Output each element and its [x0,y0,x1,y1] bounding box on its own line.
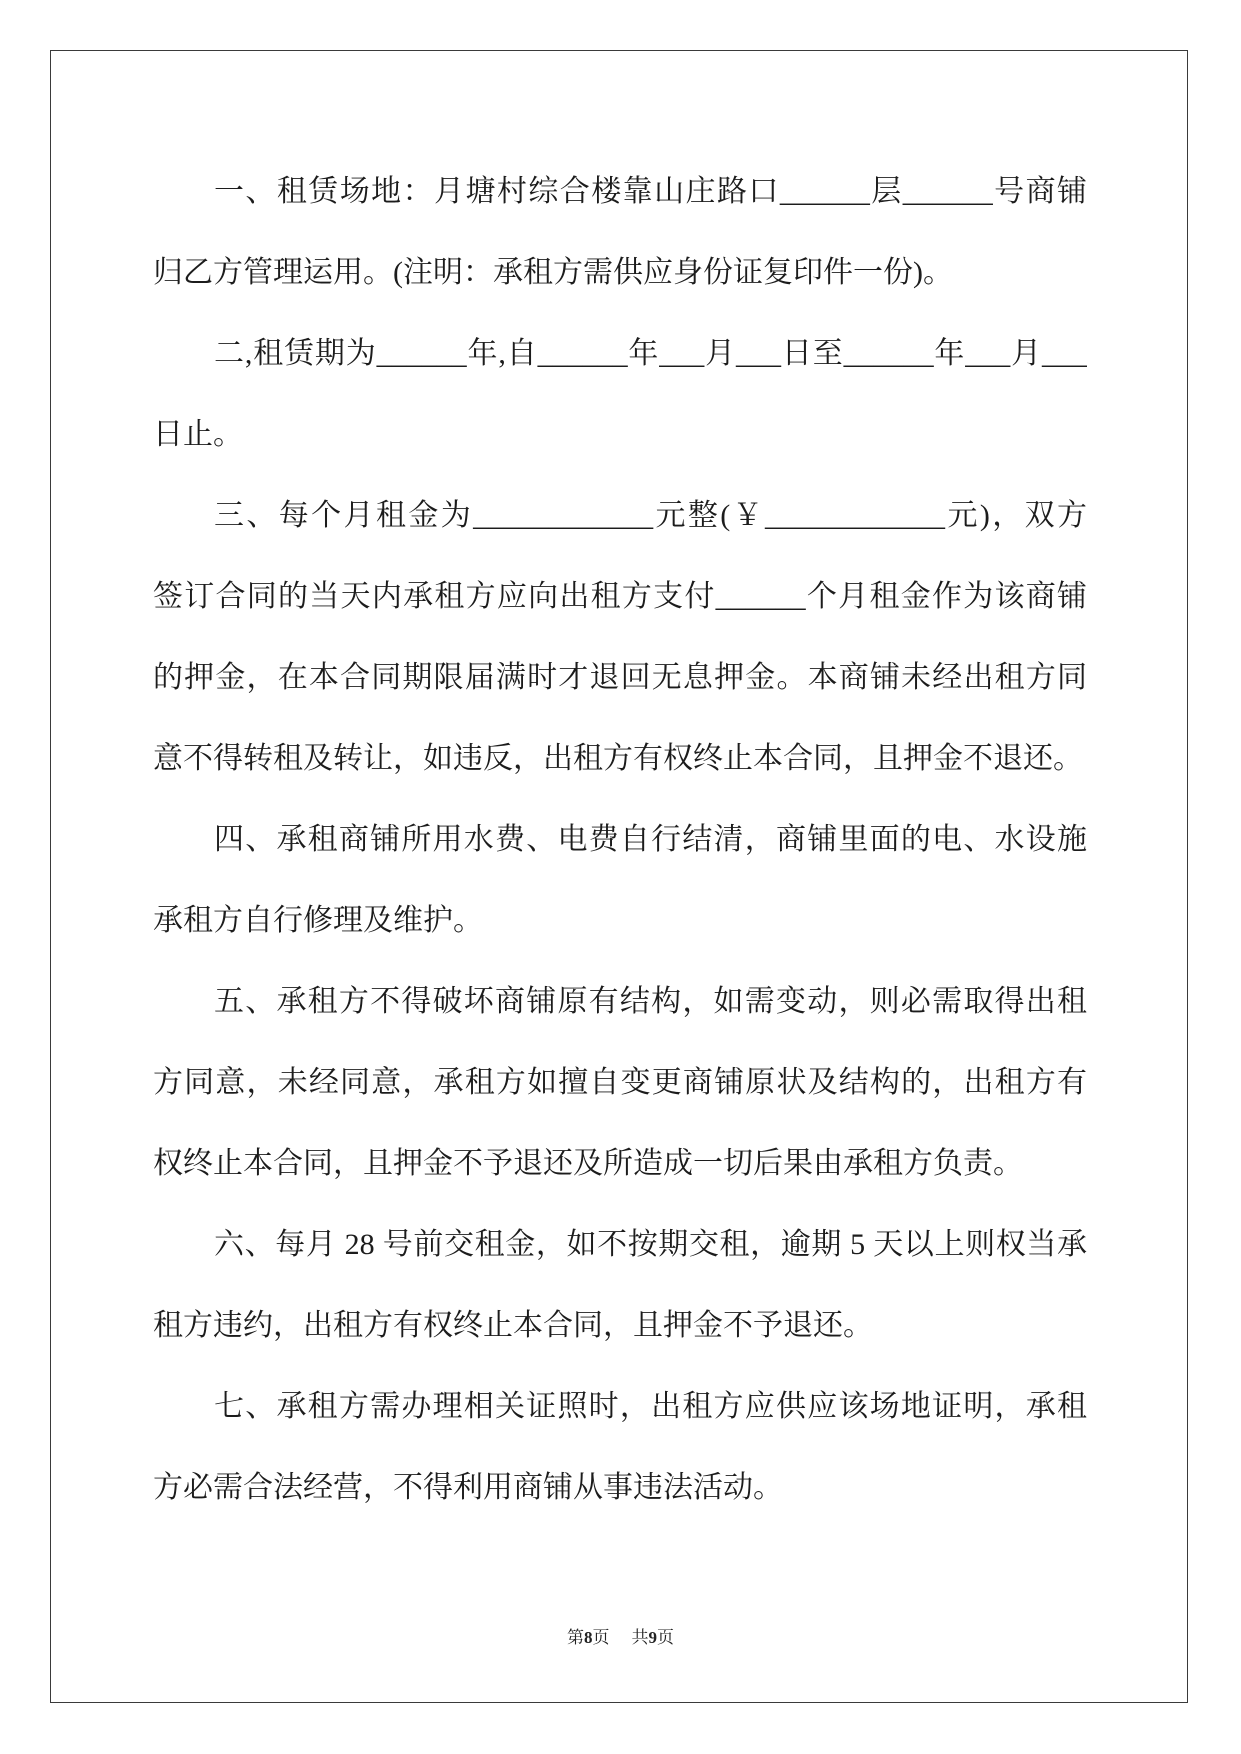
clause-line: 日止。 [153,418,243,451]
page-footer [0,1626,1241,1650]
clause-1 [153,151,1087,313]
clause-line: 六、每月 28 号前交租金，如不按期交租，逾期 5 天以上则权当承 [214,1228,1087,1261]
clause-6 [153,1204,1087,1366]
clause-line: 四、承租商铺所用水费、电费自行结清，商铺里面的电、水设施 [214,823,1087,856]
clause-5 [153,961,1087,1204]
contract-body [153,151,1087,1528]
clause-line: 租方违约，出租方有权终止本合同，且押金不予退还。 [153,1309,873,1342]
clause-7 [153,1366,1087,1528]
clause-line: 签订合同的当天内承租方应向出租方支付______个月租金作为该商铺 [153,580,1087,613]
total-pages-prefix: 共 [631,1628,649,1647]
clause-4 [153,799,1087,961]
page-number-suffix: 页 [592,1628,610,1647]
current-page-number: 8 [584,1628,593,1647]
clause-line: 权终止本合同，且押金不予退还及所造成一切后果由承租方负责。 [153,1147,1023,1180]
clause-line: 承租方自行修理及维护。 [153,904,483,937]
clause-2 [153,313,1087,475]
clause-line: 一、租赁场地：月塘村综合楼靠山庄路口______层______号商铺 [214,175,1087,208]
total-pages-number: 9 [648,1628,657,1647]
clause-line: 方同意，未经同意，承租方如擅自变更商铺原状及结构的，出租方有 [153,1066,1087,1099]
page-number-prefix: 第 [567,1628,584,1647]
clause-line: 归乙方管理运用。(注明：承租方需供应身份证复印件一份)。 [153,256,953,289]
total-pages-suffix: 页 [657,1628,674,1647]
clause-line: 的押金，在本合同期限届满时才退回无息押金。本商铺未经出租方同 [153,661,1087,694]
clause-line: 方必需合法经营，不得利用商铺从事违法活动。 [153,1471,783,1504]
clause-line: 三、每个月租金为____________元整(￥____________元)，双方 [214,499,1087,532]
clause-3 [153,475,1087,799]
clause-line: 五、承租方不得破坏商铺原有结构，如需变动，则必需取得出租 [214,985,1087,1018]
clause-line: 意不得转租及转让，如违反，出租方有权终止本合同，且押金不退还。 [153,742,1083,775]
clause-line: 二,租赁期为______年,自______年___月___日至______年___月___ [214,337,1087,370]
clause-line: 七、承租方需办理相关证照时，出租方应供应该场地证明，承租 [214,1390,1087,1423]
